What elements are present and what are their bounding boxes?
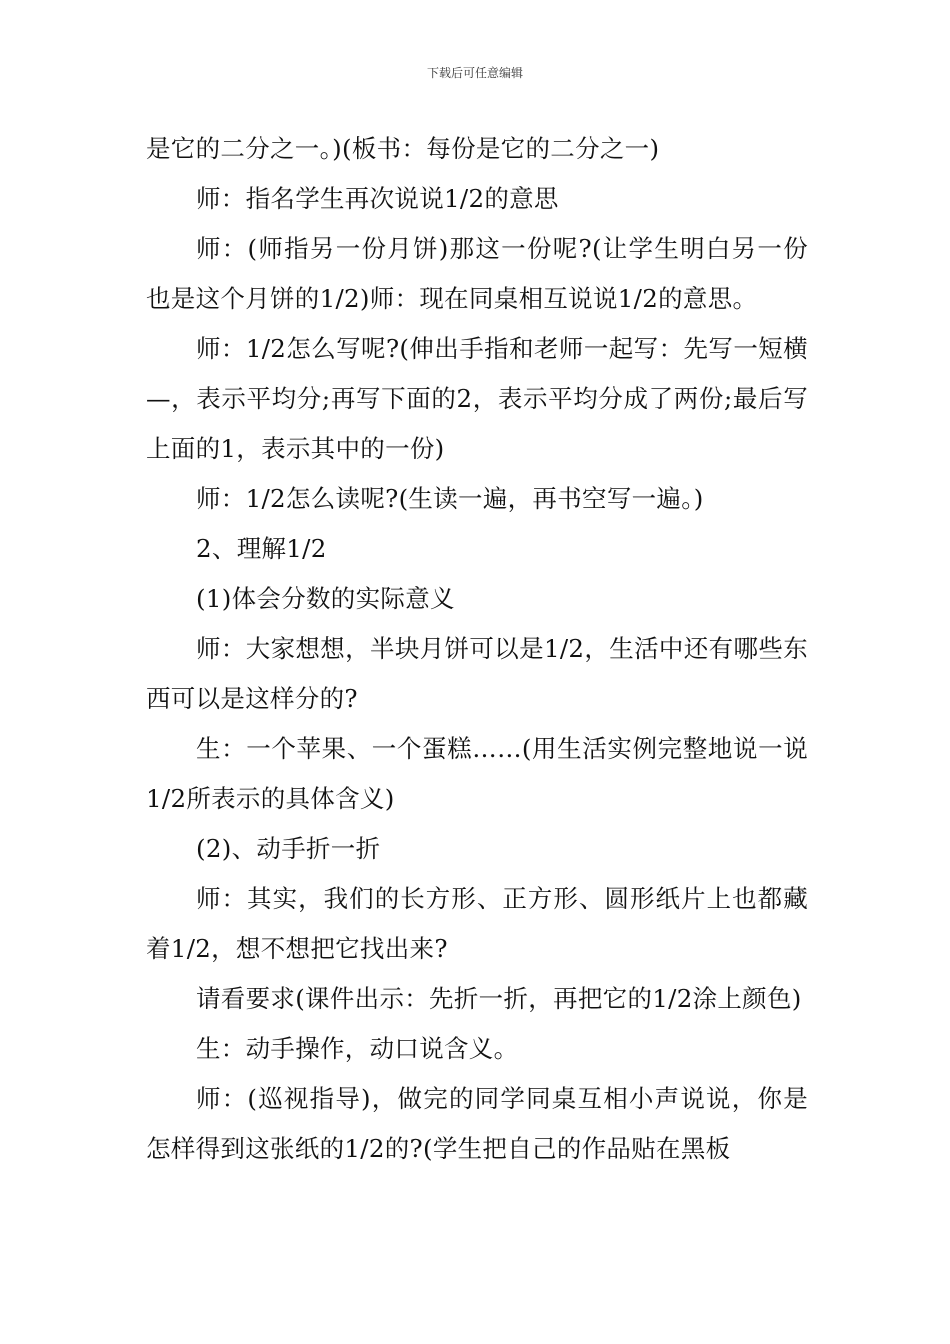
paragraph-9: 生：一个苹果、一个蛋糕……(用生活实例完整地说一说1/2所表示的具体含义) bbox=[146, 734, 808, 813]
paragraph-12: 请看要求(课件出示：先折一折，再把它的1/2涂上颜色) bbox=[196, 984, 802, 1013]
paragraph-1: 是它的二分之一。)(板书：每份是它的二分之一) bbox=[146, 134, 660, 163]
paragraph-6: 2、理解1/2 bbox=[196, 534, 327, 563]
paragraph-3: 师：(师指另一份月饼)那这一份呢?(让学生明白另一份也是这个月饼的1/2)师：现在同桌相互说说1/2的意思。 bbox=[146, 234, 808, 313]
paragraph-10: (2)、动手折一折 bbox=[196, 834, 381, 863]
paragraph-5: 师：1/2怎么读呢?(生读一遍，再书空写一遍。) bbox=[196, 484, 704, 513]
paragraph-14: 师：(巡视指导)，做完的同学同桌互相小声说说，你是怎样得到这张纸的1/2的?(学生把自己的作品贴在黑板 bbox=[146, 1084, 808, 1163]
paragraph-2: 师：指名学生再次说说1/2的意思 bbox=[196, 184, 559, 213]
page-header: 下载后可任意编辑 bbox=[426, 66, 523, 80]
paragraph-8: 师：大家想想，半块月饼可以是1/2，生活中还有哪些东西可以是这样分的? bbox=[146, 634, 808, 713]
paragraph-7: (1)体会分数的实际意义 bbox=[196, 584, 455, 613]
document-body bbox=[146, 124, 808, 1174]
paragraph-4: 师：1/2怎么写呢?(伸出手指和老师一起写：先写一短横—，表示平均分;再写下面的2，表示平均分成了两份;最后写上面的1，表示其中的一份) bbox=[146, 334, 808, 463]
paragraph-11: 师：其实，我们的长方形、正方形、圆形纸片上也都藏着1/2，想不想把它找出来? bbox=[146, 884, 808, 963]
paragraph-13: 生：动手操作，动口说含义。 bbox=[196, 1034, 519, 1063]
